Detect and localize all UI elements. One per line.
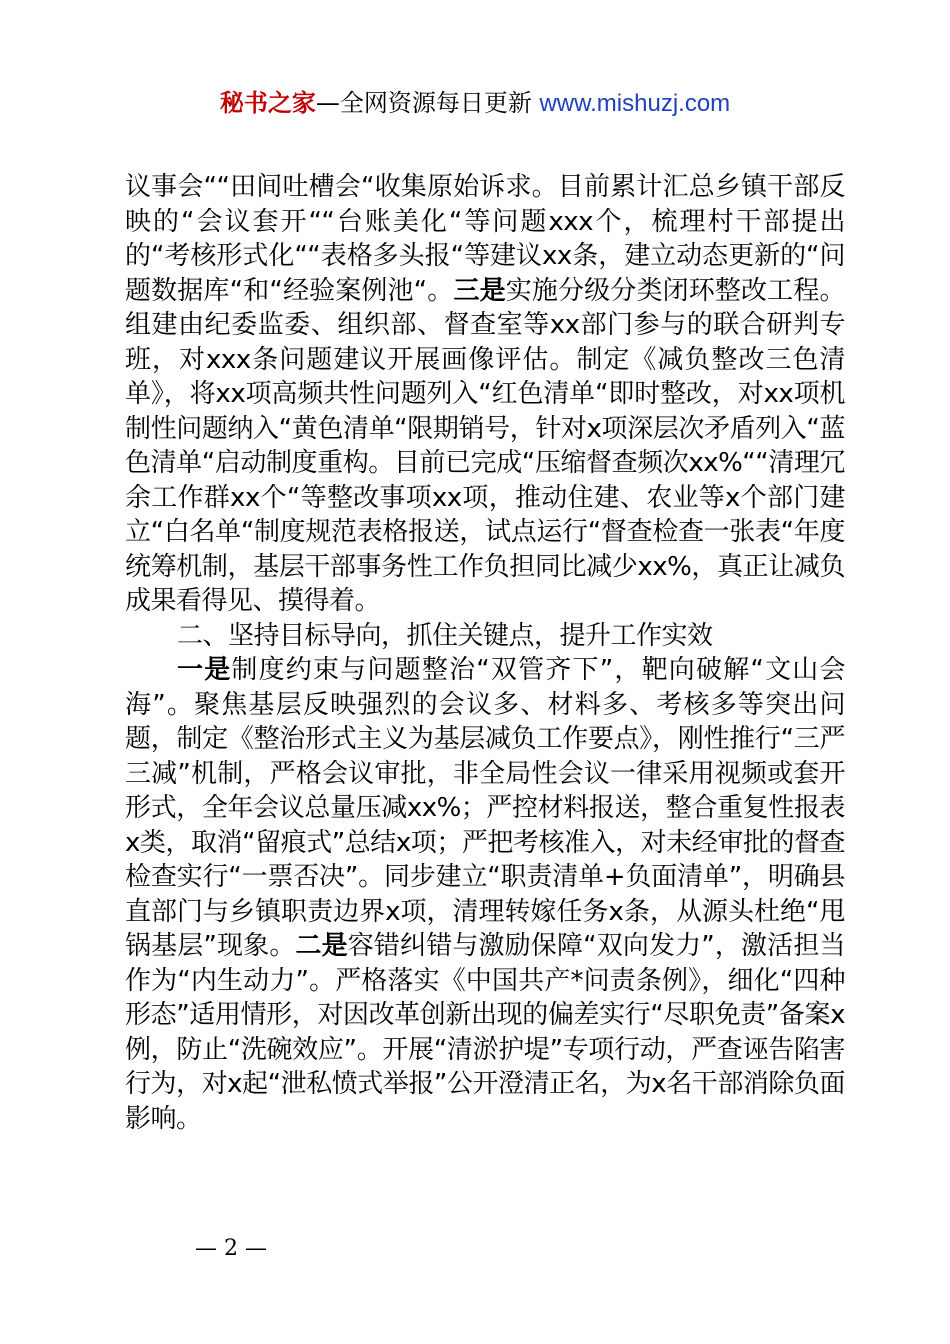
paragraph [125,653,845,1136]
bold-ordinal: 二是 [295,931,348,961]
bold-ordinal: 一是 [177,655,232,685]
paragraph-text: 容错纠错与激励保障“双向发力”，激活担当作为“内生动力”。严格落实《中国共产*问责条例》，细化“四种形态”适用情形，对因改革创新出现的偏差实行“尽职免责”备案x例，防止“洗碗效应”。开展“清淤护堤”专项行动，严查诬告陷害行为，对x起“泄私愤式举报”公开澄清正名，为x名干部消除负面影响。 [125,931,845,1134]
paragraph-text: 制度约束与问题整治“双管齐下”，靶向破解“文山会海”。聚焦基层反映强烈的会议多、材料多、考核多等突出问题，制定《整治形式主义为基层减负工作要点》，刚性推行“三严三减”机制，严格会议审批，非全局性会议一律采用视频或套开形式，全年会议总量压减xx%；严控材料报送，整合重复性报表x类，取消“留痕式”总结x项；严把考核准入，对未经审批的督查检查实行“一票否决”。同步建立“职责清单+负面清单”，明确县直部门与乡镇职责边界x项，清理转嫁任务x条，从源头杜绝“甩锅基层”现象。 [125,655,845,961]
section-heading: 二、坚持目标导向，抓住关键点，提升工作实效 [177,620,713,651]
paragraph-text: 实施分级分类闭环整改工程。组建由纪委监委、组织部、督查室等xx部门参与的联合研判专班，对xxx条问题建议开展画像评估。制定《减负整改三色清单》，将xx项高频共性问题列入“红色清单“即时整改，对xx项机制性问题纳入“黄色清单“限期销号，针对x项深层次矛盾列入“蓝色清单“启动制度重构。目前已完成“压缩督查频次xx%““清理冗余工作群xx个“等整改事项xx项，推动住建、农业等x个部门建立“白名单“制度规范表格报送，试点运行“督查检查一张表“年度统筹机制，基层干部事务性工作负担同比减少xx%，真正让减负成果看得见、摸得着。 [125,275,845,616]
site-url-link[interactable]: www.mishuzj.com [539,90,731,117]
paragraph-text: 议事会““田间吐槽会“收集原始诉求。目前累计汇总乡镇干部反映的“会议套开““台账美化“等问题xxx个，梳理村干部提出的“考核形式化““表格多头报“等建议xx条，建立动态更新的“问题数据库“和“经验案例池“。 [125,172,845,306]
document-body [125,170,845,1136]
header-tagline: —全网资源每日更新 [315,89,532,117]
paragraph-continued [125,170,845,619]
page-header [0,86,950,121]
bold-ordinal: 三是 [453,275,506,306]
page-number: — 2 — [195,1236,267,1261]
brand-name: 秘书之家 [219,89,316,117]
